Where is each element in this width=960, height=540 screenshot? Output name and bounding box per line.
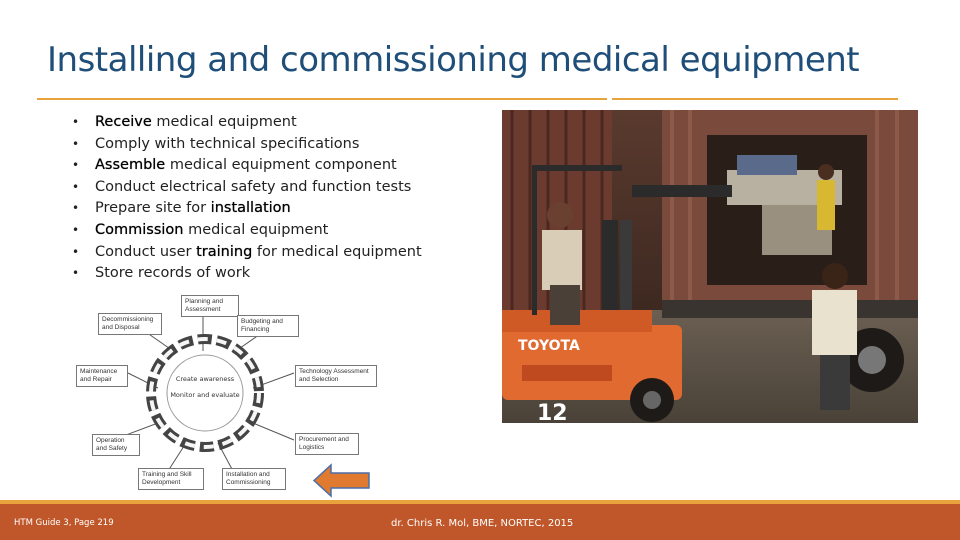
htm-cycle-diagram bbox=[58, 293, 378, 490]
cycle-center-monitor: Monitor and evaluate bbox=[170, 391, 240, 399]
list-item: • Assemble medical equipment component bbox=[72, 157, 397, 174]
list-item: • Comply with technical specifications bbox=[72, 135, 360, 152]
title-underline-right bbox=[612, 98, 898, 100]
caption-module: Module 279 09 B Medical Equipment Management and Maintenance bbox=[500, 464, 857, 499]
forklift-unloading-photo bbox=[502, 110, 918, 423]
title-underline-left bbox=[37, 98, 607, 100]
left-arrow-icon bbox=[313, 463, 371, 498]
list-item: • Conduct user training for medical equipment bbox=[72, 243, 422, 260]
list-item: • Receive medical equipment bbox=[72, 114, 297, 130]
cycle-stage-procurement: Procurement and Logistics bbox=[295, 433, 359, 455]
forklift-number-label: 12 bbox=[537, 401, 568, 423]
list-item: • Prepare site for installation bbox=[72, 200, 291, 217]
cycle-center-awareness: Create awareness bbox=[175, 375, 235, 383]
cycle-stage-decommissioning: Decommissioning and Disposal bbox=[98, 313, 162, 335]
cycle-stage-installation: Installation and Commissioning bbox=[222, 468, 286, 490]
footer-author: dr. Chris R. Mol, BME, NORTEC, 2015 bbox=[391, 518, 574, 529]
footer-reference: HTM Guide 3, Page 219 bbox=[14, 518, 114, 528]
list-item: • Commission medical equipment bbox=[72, 221, 329, 238]
list-item: • Store records of work bbox=[72, 265, 251, 282]
forklift-brand-label: TOYOTA bbox=[518, 338, 580, 354]
task-list bbox=[72, 112, 422, 285]
cycle-stage-budgeting: Budgeting and Financing bbox=[237, 315, 299, 337]
page-title: Installing and commissioning medical equipment bbox=[47, 40, 860, 80]
cycle-stage-maintenance: Maintenance and Repair bbox=[76, 365, 128, 387]
cycle-stage-planning: Planning and Assessment bbox=[181, 295, 239, 317]
list-item: • Conduct electrical safety and function tests bbox=[72, 178, 412, 195]
caption-unit: Unit B 9.4 Installing and Commissioning medical equipment bbox=[500, 434, 890, 449]
cycle-stage-training: Training and Skill Development bbox=[138, 468, 204, 490]
cycle-stage-technology-assessment: Technology Assessment and Selection bbox=[295, 365, 377, 387]
cycle-stage-operation: Operation and Safety bbox=[92, 434, 140, 456]
